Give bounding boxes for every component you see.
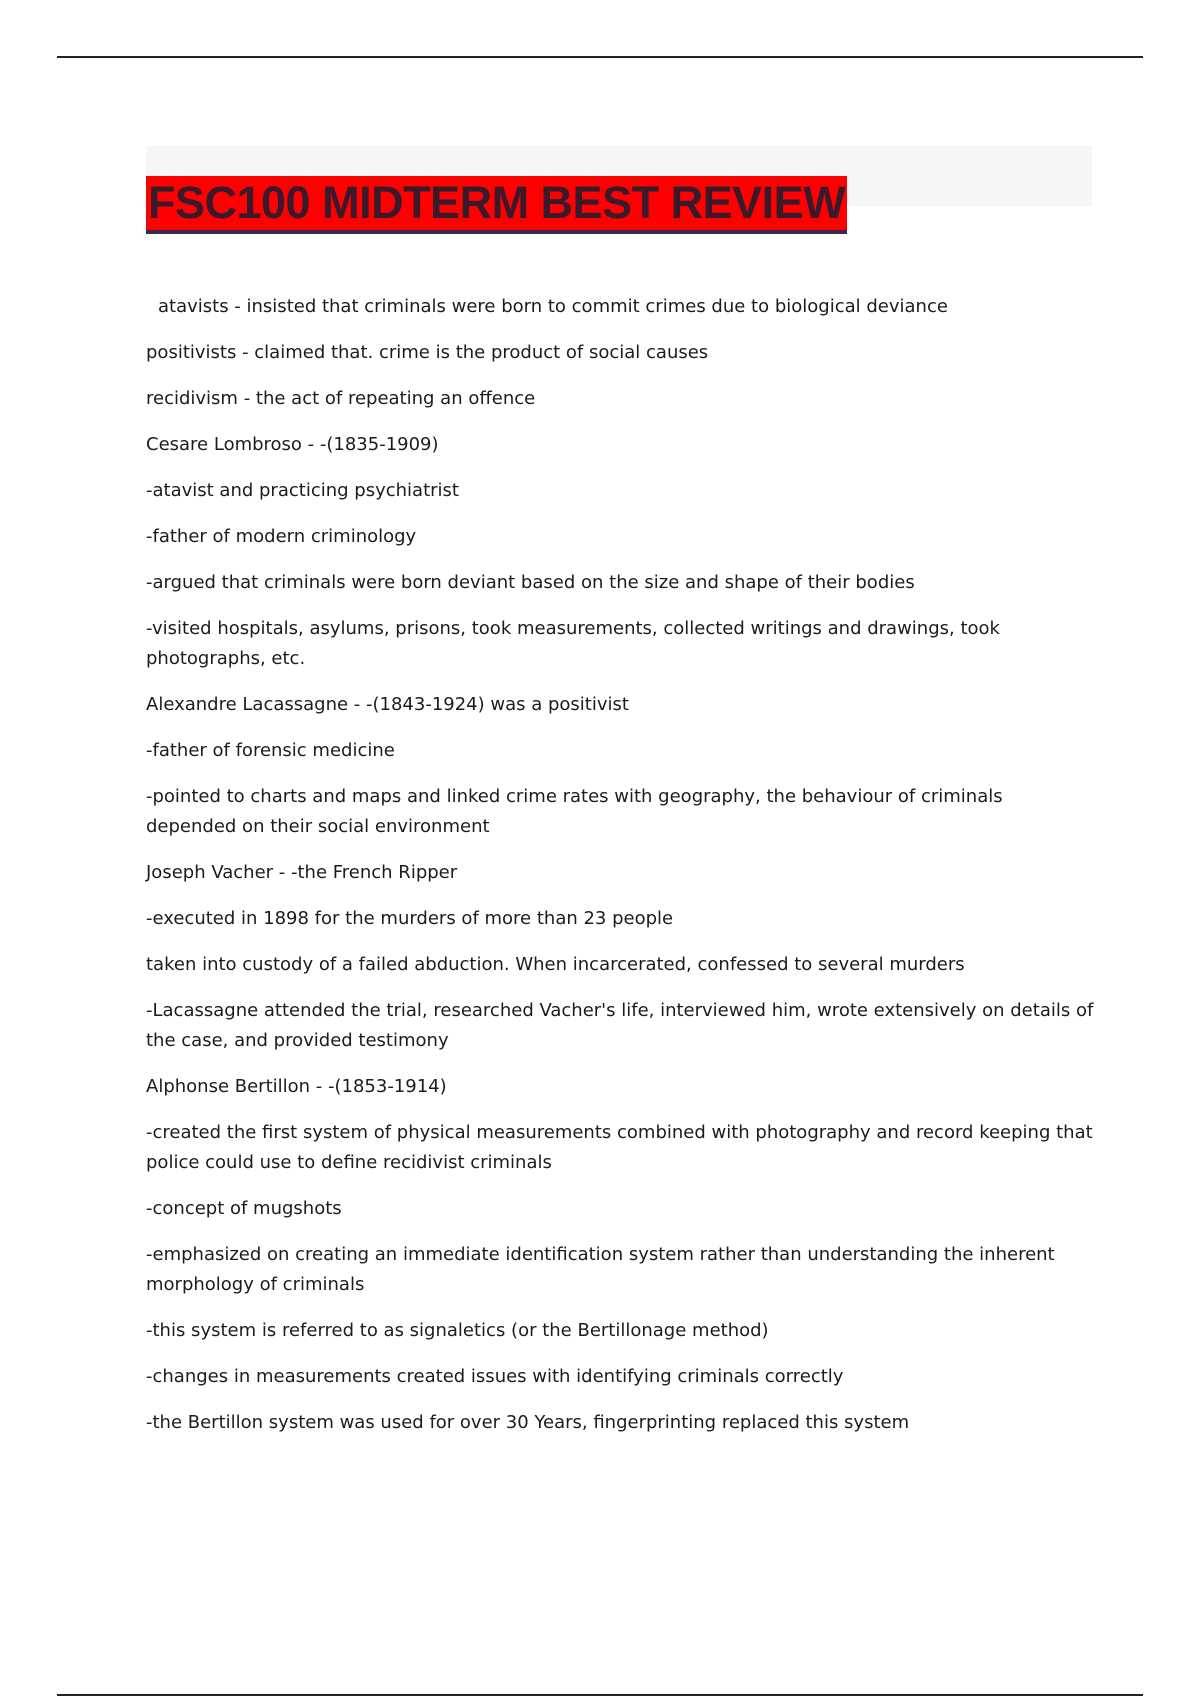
note-item: -this system is referred to as signaletics (or the Bertillonage method) xyxy=(146,1320,769,1341)
notes-list xyxy=(146,292,1096,1454)
note-item: -father of forensic medicine xyxy=(146,740,395,761)
note-item: -pointed to charts and maps and linked crime rates with geography, the behaviour of criminals depended on their social environment xyxy=(146,786,1003,837)
note-item: atavists - insisted that criminals were born to commit crimes due to biological deviance xyxy=(158,296,948,317)
note-item: -changes in measurements created issues with identifying criminals correctly xyxy=(146,1366,844,1387)
note-item: Cesare Lombroso - -(1835-1909) xyxy=(146,434,439,455)
note-item: Alphonse Bertillon - -(1853-1914) xyxy=(146,1076,447,1097)
note-item: -visited hospitals, asylums, prisons, took measurements, collected writings and drawings, took photographs, etc. xyxy=(146,618,1000,669)
top-rule xyxy=(57,56,1143,58)
note-item: -father of modern criminology xyxy=(146,526,417,547)
note-item: -emphasized on creating an immediate identification system rather than understanding the inherent morphology of criminals xyxy=(146,1244,1055,1295)
note-item: -atavist and practicing psychiatrist xyxy=(146,480,459,501)
note-item: -Lacassagne attended the trial, researched Vacher's life, interviewed him, wrote extensively on details of the case, and provided testimony xyxy=(146,1000,1094,1051)
note-item: -argued that criminals were born deviant based on the size and shape of their bodies xyxy=(146,572,915,593)
note-item: positivists - claimed that. crime is the product of social causes xyxy=(146,342,709,363)
note-item: -executed in 1898 for the murders of more than 23 people xyxy=(146,908,674,929)
document-title: FSC100 MIDTERM BEST REVIEW xyxy=(146,176,847,234)
note-item: -the Bertillon system was used for over 30 Years, fingerprinting replaced this system xyxy=(146,1412,910,1433)
note-item: taken into custody of a failed abduction. When incarcerated, confessed to several murders xyxy=(146,954,965,975)
note-item: recidivism - the act of repeating an offence xyxy=(146,388,536,409)
note-item: -concept of mugshots xyxy=(146,1198,342,1219)
bottom-rule xyxy=(57,1694,1143,1696)
note-item: Joseph Vacher - -the French Ripper xyxy=(146,862,458,883)
note-item: Alexandre Lacassagne - -(1843-1924) was a positivist xyxy=(146,694,629,715)
note-item: -created the first system of physical measurements combined with photography and record keeping that police could use to define recidivist criminals xyxy=(146,1122,1093,1173)
